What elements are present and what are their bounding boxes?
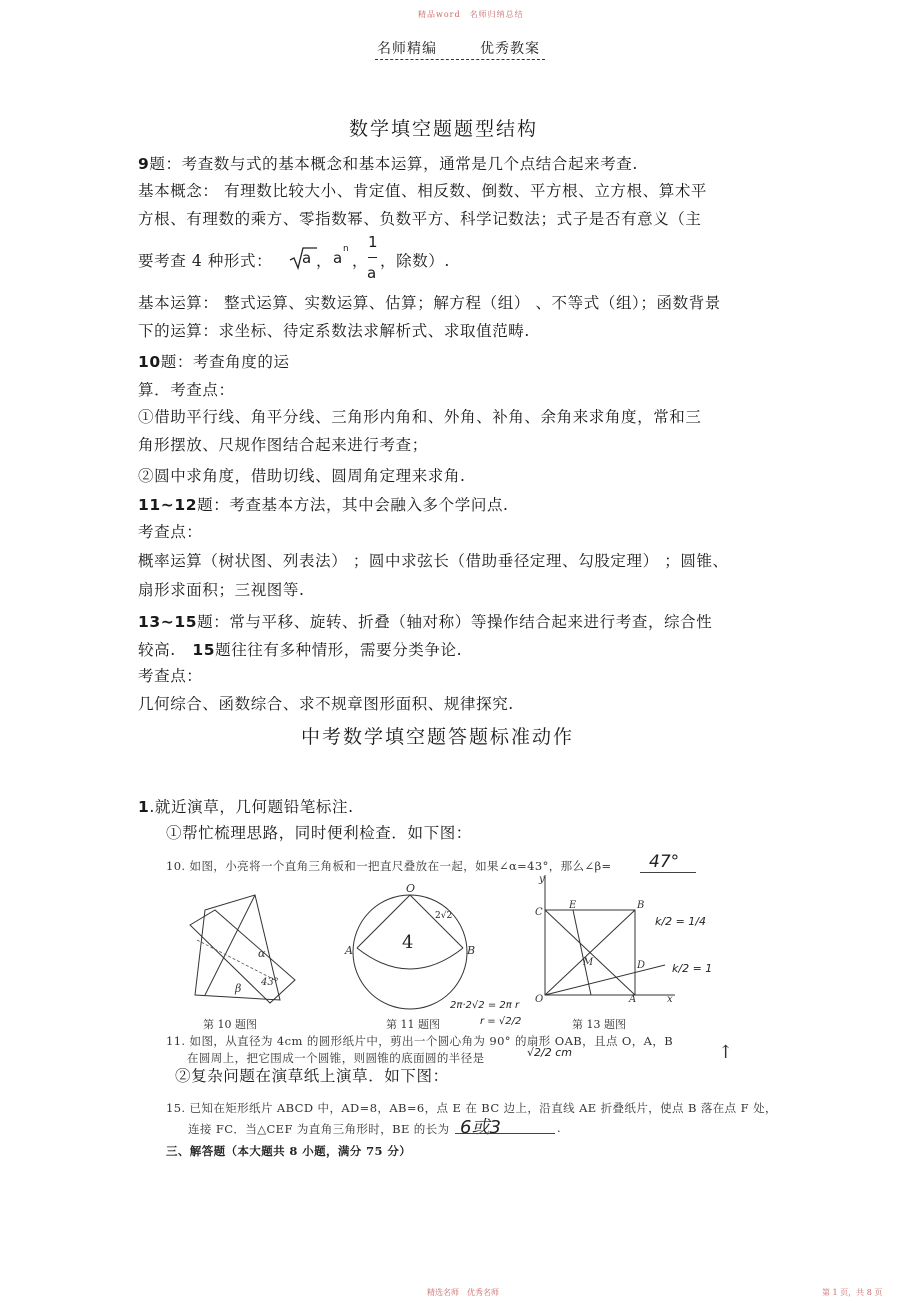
fig11-center: 4 [402, 932, 414, 953]
fig10-alpha: α [258, 947, 266, 960]
ops-line-2: 下的运算：求坐标、待定系数法求解析式、求取值范畴. [138, 322, 530, 340]
q10-text: 题：考查角度的运 [160, 353, 290, 371]
item1-sub-1: ①帮忙梳理思路，同时便利检查．如下图： [166, 824, 472, 842]
q9-label: 9 [138, 155, 150, 173]
q13-line-2-c: 题往往有多种情形，需要分类争论. [215, 641, 463, 659]
fraction-bar [368, 257, 377, 258]
header-divider [375, 59, 545, 60]
figure-13 [525, 870, 685, 1010]
fig11-calc: 2π·2√2 = 2π r [450, 1000, 520, 1011]
scan-q15-end: . [557, 1121, 562, 1135]
item1-label: 1 [138, 798, 150, 816]
fig13-note-2: k/2 = 1 [672, 962, 713, 975]
item1-heading [138, 795, 354, 817]
fig13-b: B [637, 900, 645, 911]
fig11-o: O [406, 882, 416, 895]
q10-point-1-line-1: ①借助平行线、角平分线、三角形内角和、外角、补角、余角来求角度，常和三 [138, 408, 702, 426]
q13-line-2 [138, 638, 462, 660]
fig13-e: E [569, 900, 577, 911]
q11-text: 题：考查基本方法，其中会融入多个学问点. [197, 496, 509, 514]
footer-page: 第 1 页，共 8 页 [822, 1288, 883, 1297]
fig13-m: M [583, 957, 594, 968]
forms-prefix: 要考查 4 种形式： [138, 252, 273, 270]
q9-text: 题：考查数与式的基本概念和基本运算，通常是几个点结合起来考查. [149, 155, 638, 173]
fig13-o: O [535, 994, 544, 1005]
fig13-a: A [629, 994, 637, 1005]
scan-q15-answer: 6或3 [460, 1117, 501, 1138]
fig11-b: B [467, 944, 476, 957]
item1-text: .就近演草，几何题铅笔标注. [149, 798, 354, 816]
q11-heading [138, 493, 509, 515]
section-title: 数学填空题题型结构 [349, 118, 539, 140]
fig10-caption: 第 10 题图 [203, 1018, 257, 1031]
q13-label: 13~15 [138, 613, 198, 631]
figure-11 [340, 880, 480, 1020]
fig13-caption: 第 13 题图 [572, 1018, 626, 1031]
q13-points-label: 考查点： [138, 667, 203, 685]
fig13-d: D [637, 960, 646, 971]
fraction-numerator: 1 [368, 233, 378, 251]
q11-points-label: 考查点： [138, 523, 203, 541]
q13-heading [138, 610, 712, 632]
forms-line [138, 249, 272, 271]
fig13-note-1: k/2 = 1/4 [655, 915, 706, 928]
footer-center: 精选名师 优秀名师 [427, 1288, 499, 1297]
fig13-x: x [667, 994, 673, 1005]
sqrt-radicand: a [302, 249, 312, 267]
q9-heading [138, 152, 638, 174]
fig10-beta: β [235, 982, 242, 995]
fig11-caption: 第 11 题图 [386, 1018, 440, 1031]
q11-line-2: 扇形求面积；三视图等. [138, 581, 305, 599]
fig11-r: r = √2/2 [480, 1016, 522, 1027]
figure-10 [185, 885, 305, 1015]
comma-1: ， [316, 252, 333, 270]
header-right: 优秀教案 [480, 41, 540, 57]
concept-line-2: 方根、有理数的乘方、零指数幂、负数平方、科学记数法；式子是否有意义（主 [138, 210, 702, 228]
q13-line-2-b: 15 [192, 641, 216, 659]
arrow-up-icon: ↑ [718, 1042, 734, 1063]
q10-point-2: ②圆中求角度，借助切线、圆周角定理来求角. [138, 467, 466, 485]
forms-suffix: ，除数）. [380, 252, 450, 270]
fig11-side: 2√2 [435, 911, 453, 921]
watermark-top: 精品word 名师归纳总结 [418, 10, 524, 19]
power-base: a [333, 249, 343, 267]
scan-q10-answer: 47° [649, 852, 680, 872]
scan-q15-answer-line [455, 1133, 555, 1134]
section2-title: 中考数学填空题答题标准动作 [301, 726, 575, 748]
q13-line-3: 几何综合、函数综合、求不规章图形面积、规律探究. [138, 695, 514, 713]
q10-line-2: 算．考查点： [138, 381, 235, 399]
q13-text: 题：常与平移、旋转、折叠（轴对称）等操作结合起来进行考查，综合性 [197, 613, 713, 631]
fig13-c: C [535, 907, 543, 918]
q10-label: 10 [138, 353, 161, 371]
scan-q10-text: 10. 如图，小亮将一个直角三角板和一把直尺叠放在一起，如果∠α=43°，那么∠β= [166, 859, 612, 873]
fraction-denominator: a [367, 264, 377, 282]
scan-section-3: 三、解答题（本大题共 8 小题，满分 75 分） [166, 1144, 412, 1158]
ops-line-1: 基本运算： 整式运算、实数运算、估算；解方程（组） 、不等式（组）；函数背景 [138, 294, 721, 312]
scan-q11-text-1: 11. 如图，从直径为 4cm 的圆形纸片中，剪出一个圆心角为 90° 的扇形 OAB，且点 O，A，B [166, 1034, 674, 1048]
concept-line-1: 基本概念： 有理数比较大小、肯定值、相反数、倒数、平方根、立方根、算术平 [138, 182, 708, 200]
scan-q15-text-2: 连接 FC．当△CEF 为直角三角形时，BE 的长为 [188, 1122, 450, 1136]
q13-line-2-a: 较高. [138, 641, 176, 659]
item1-sub-2: ②复杂问题在演草纸上演草．如下图： [175, 1067, 449, 1085]
q11-label: 11~12 [138, 496, 198, 514]
header-left: 名师精编 [377, 41, 437, 57]
fig11-a: A [345, 944, 353, 957]
power-exponent: n [343, 244, 349, 254]
q11-line-1: 概率运算（树状图、列表法） ；圆中求弦长（借助垂径定理、勾股定理） ；圆锥、 [138, 552, 729, 570]
scan-q11-text-2: 在圆周上，把它围成一个圆锥，则圆锥的底面圆的半径是 [187, 1051, 485, 1065]
scan-q11-answer: √2/2 cm [527, 1046, 572, 1059]
scan-q15-text-1: 15. 已知在矩形纸片 ABCD 中，AD=8，AB=6，点 E 在 BC 边上，沿直线 AE 折叠纸片，使点 B 落在点 F 处， [166, 1101, 777, 1115]
fig13-y: y [539, 874, 545, 885]
q10-point-1-line-2: 角形摆放、尺规作图结合起来进行考查； [138, 436, 428, 454]
comma-2: ， [352, 252, 369, 270]
q10-heading [138, 350, 290, 372]
fig10-angle: 43° [261, 977, 279, 988]
